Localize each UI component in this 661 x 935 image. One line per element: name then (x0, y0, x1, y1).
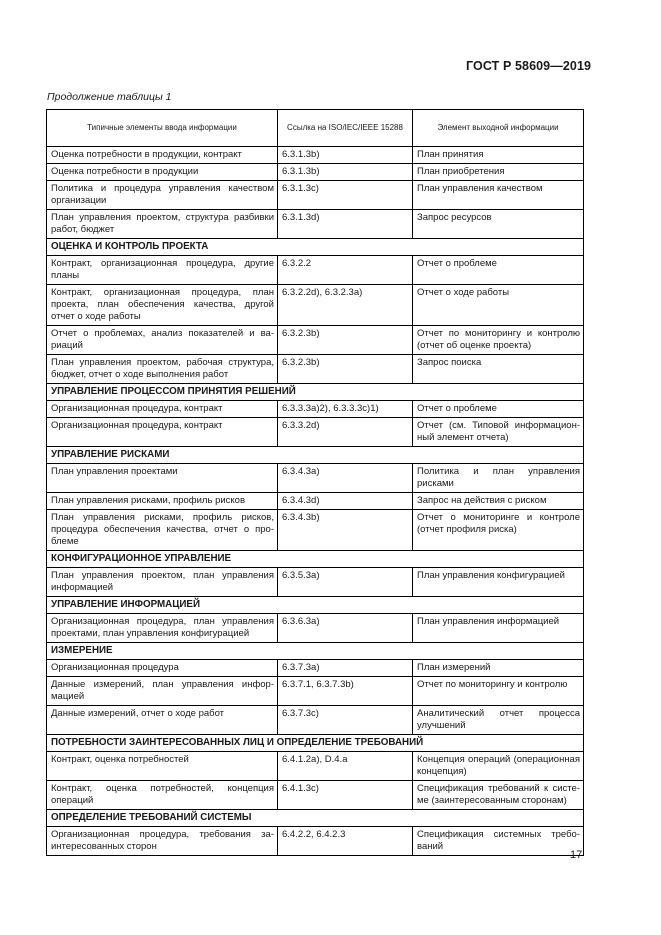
input-cell: Контракт, оценка потребностей, концепция операций (47, 781, 278, 810)
output-cell: Спецификация системных требований (413, 827, 584, 856)
reference-cell: 6.3.1.3b) (278, 147, 413, 164)
section-title: ПОТРЕБНОСТИ ЗАИНТЕРЕСОВАННЫХ ЛИЦ И ОПРЕДЕЛЕНИЕ ТРЕБОВАНИЙ (47, 735, 584, 752)
section-title: ОЦЕНКА И КОНТРОЛЬ ПРОЕКТА (47, 239, 584, 256)
section-row (47, 597, 584, 614)
reference-cell: 6.3.1.3b) (278, 164, 413, 181)
table-row (47, 401, 584, 418)
input-cell: Организационная процедура, контракт (47, 418, 278, 447)
table-header-row (47, 110, 584, 147)
input-cell: Организационная процедура, требования заинтересованных сторон (47, 827, 278, 856)
section-title: КОНФИГУРАЦИОННОЕ УПРАВЛЕНИЕ (47, 551, 584, 568)
input-cell: Отчет о проблемах, анализ показателей и вариаций (47, 326, 278, 355)
requirements-table (46, 109, 584, 856)
reference-cell: 6.3.2.3b) (278, 326, 413, 355)
section-title: УПРАВЛЕНИЕ ПРОЦЕССОМ ПРИНЯТИЯ РЕШЕНИЙ (47, 384, 584, 401)
input-cell: Организационная процедура, план управления проектами, план управления конфигурацией (47, 614, 278, 643)
output-cell: План приобретения (413, 164, 584, 181)
table-row (47, 706, 584, 735)
table-row (47, 464, 584, 493)
reference-cell: 6.4.1.2a), D.4.a (278, 752, 413, 781)
section-row (47, 551, 584, 568)
reference-cell: 6.4.2.2, 6.4.2.3 (278, 827, 413, 856)
table-row (47, 164, 584, 181)
input-cell: Политика и процедура управления качеством организации (47, 181, 278, 210)
table-row (47, 418, 584, 447)
output-cell: Отчет о ходе работы (413, 285, 584, 326)
reference-cell: 6.3.2.2d), 6.3.2.3a) (278, 285, 413, 326)
reference-cell: 6.4.1.3c) (278, 781, 413, 810)
section-title: УПРАВЛЕНИЕ РИСКАМИ (47, 447, 584, 464)
input-cell: План управления рисками, профиль рисков, процедура обеспечения качества, отчет о проблеме (47, 510, 278, 551)
table-row (47, 752, 584, 781)
table-row (47, 181, 584, 210)
input-cell: План управления проектом, рабочая структура, бюджет, отчет о ходе выполнения работ (47, 355, 278, 384)
output-cell: План измерений (413, 660, 584, 677)
reference-cell: 6.3.7.1, 6.3.7.3b) (278, 677, 413, 706)
section-row (47, 447, 584, 464)
reference-cell: 6.3.2.3b) (278, 355, 413, 384)
reference-cell: 6.3.4.3b) (278, 510, 413, 551)
reference-cell: 6.3.3.2d) (278, 418, 413, 447)
input-cell: Контракт, организационная процедура, план проекта, план обеспечения качества, другой отчет о ходе работы (47, 285, 278, 326)
table-row (47, 256, 584, 285)
column-header-input: Типичные элементы ввода информации (47, 110, 278, 147)
input-cell: План управления рисками, профиль рисков (47, 493, 278, 510)
output-cell: Запрос на действия с риском (413, 493, 584, 510)
input-cell: Организационная процедура (47, 660, 278, 677)
table-row (47, 147, 584, 164)
output-cell: План принятия (413, 147, 584, 164)
input-cell: Оценка потребности в продукции, контракт (47, 147, 278, 164)
column-header-output: Элемент выходной информации (413, 110, 584, 147)
section-row (47, 384, 584, 401)
standard-designation: ГОСТ Р 58609—2019 (466, 59, 592, 73)
table-row (47, 285, 584, 326)
section-row (47, 643, 584, 660)
section-title: УПРАВЛЕНИЕ ИНФОРМАЦИЕЙ (47, 597, 584, 614)
input-cell: Контракт, организационная процедура, другие планы (47, 256, 278, 285)
section-row (47, 810, 584, 827)
output-cell: План управления информацией (413, 614, 584, 643)
table-row (47, 781, 584, 810)
output-cell: Аналитический отчет процесса улучшений (413, 706, 584, 735)
table-row (47, 355, 584, 384)
reference-cell: 6.3.4.3d) (278, 493, 413, 510)
reference-cell: 6.3.4.3a) (278, 464, 413, 493)
input-cell: План управления проектом, план управления информацией (47, 568, 278, 597)
reference-cell: 6.3.7.3a) (278, 660, 413, 677)
section-title: ИЗМЕРЕНИЕ (47, 643, 584, 660)
page-number: 17 (570, 849, 583, 861)
output-cell: Концепция операций (операционная концепция) (413, 752, 584, 781)
table-row (47, 660, 584, 677)
reference-cell: 6.3.1.3d) (278, 210, 413, 239)
table-row (47, 326, 584, 355)
table-row (47, 568, 584, 597)
input-cell: Контракт, оценка потребностей (47, 752, 278, 781)
section-row (47, 735, 584, 752)
reference-cell: 6.3.5.3a) (278, 568, 413, 597)
input-cell: План управления проектом, структура разбивки работ, бюджет (47, 210, 278, 239)
output-cell: Политика и план управления рисками (413, 464, 584, 493)
reference-cell: 6.3.2.2 (278, 256, 413, 285)
output-cell: Отчет о проблеме (413, 401, 584, 418)
input-cell: Данные измерений, отчет о ходе работ (47, 706, 278, 735)
output-cell: Отчет (см. Типовой информационный элемент отчета) (413, 418, 584, 447)
reference-cell: 6.3.1.3c) (278, 181, 413, 210)
table-row (47, 493, 584, 510)
input-cell: Оценка потребности в продукции (47, 164, 278, 181)
table-row (47, 827, 584, 856)
output-cell: Отчет о проблеме (413, 256, 584, 285)
table-body (47, 147, 584, 856)
reference-cell: 6.3.3.3a)2), 6.3.3.3c)1) (278, 401, 413, 418)
input-cell: Организационная процедура, контракт (47, 401, 278, 418)
table-row (47, 614, 584, 643)
output-cell: Запрос ресурсов (413, 210, 584, 239)
reference-cell: 6.3.6.3a) (278, 614, 413, 643)
output-cell: Отчет по мониторингу и контролю (отчет об оценке проекта) (413, 326, 584, 355)
output-cell: Запрос поиска (413, 355, 584, 384)
output-cell: Отчет по мониторингу и контролю (413, 677, 584, 706)
output-cell: План управления качеством (413, 181, 584, 210)
section-title: ОПРЕДЕЛЕНИЕ ТРЕБОВАНИЙ СИСТЕМЫ (47, 810, 584, 827)
output-cell: Отчет о мониторинге и контроле (отчет профиля риска) (413, 510, 584, 551)
input-cell: План управления проектами (47, 464, 278, 493)
table-row (47, 210, 584, 239)
table-row (47, 677, 584, 706)
section-row (47, 239, 584, 256)
output-cell: Спецификация требований к системе (заинтересованным сторонам) (413, 781, 584, 810)
input-cell: Данные измерений, план управления информацией (47, 677, 278, 706)
column-header-reference: Ссылка на ISO/IEC/IEEE 15288 (278, 110, 413, 147)
reference-cell: 6.3.7.3c) (278, 706, 413, 735)
table-caption: Продолжение таблицы 1 (47, 91, 172, 103)
output-cell: План управления конфигурацией (413, 568, 584, 597)
table-row (47, 510, 584, 551)
